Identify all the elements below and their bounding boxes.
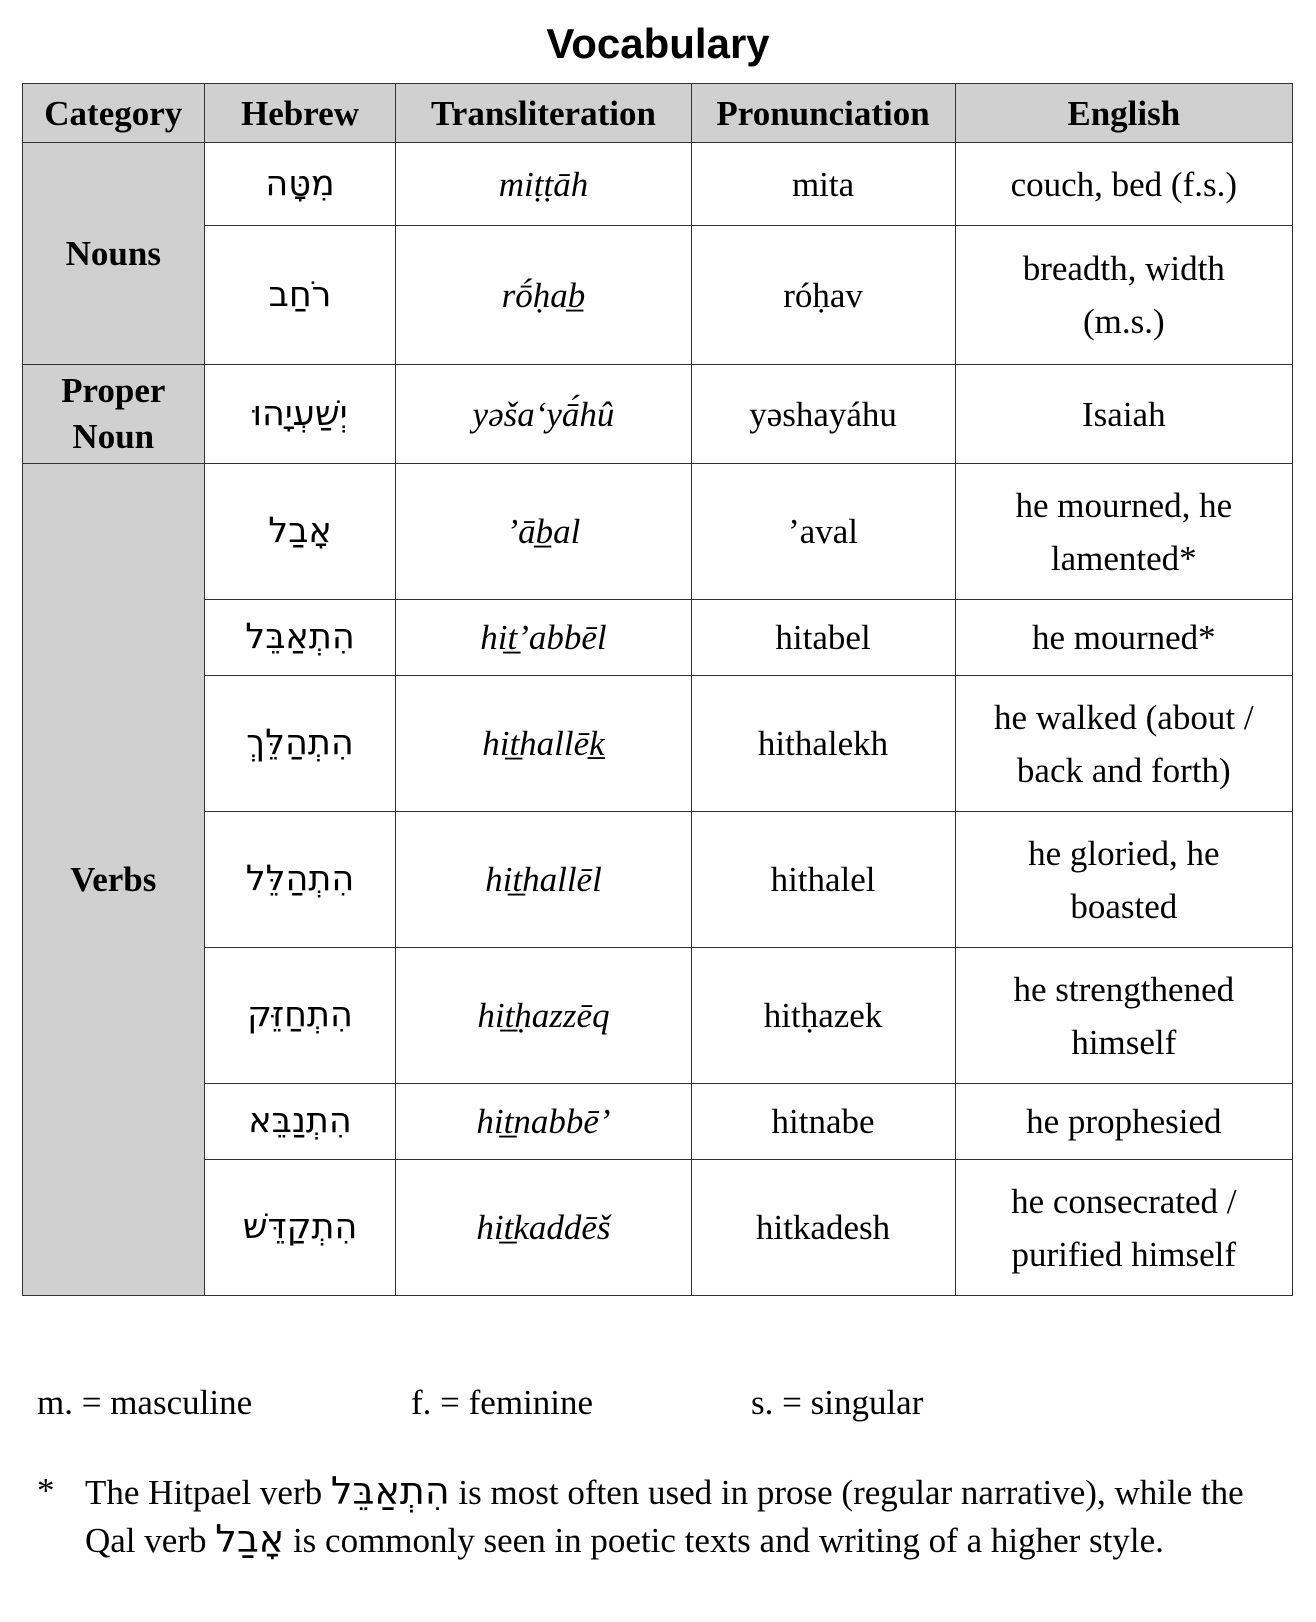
transliteration-cell: ’āb̲al	[396, 464, 691, 600]
header-row	[23, 84, 1293, 143]
english-cell: he prophesied	[955, 1084, 1292, 1160]
table-row	[23, 226, 1293, 365]
hebrew-cell: הִתְהַלֵּךְ	[204, 676, 396, 812]
footnote-hebrew-qal: אָבַל	[215, 1517, 285, 1561]
transliteration-cell: hit̲ḥazzēq	[396, 948, 691, 1084]
footnote-part2: is most often used in prose (regular narrative), while the Qal verb	[85, 1473, 1244, 1560]
pronunciation-cell: hitkadesh	[691, 1160, 955, 1296]
hebrew-cell: אָבַל	[204, 464, 396, 600]
abbrev-singular: s. = singular	[751, 1383, 924, 1422]
category-verbs: Verbs	[23, 464, 205, 1296]
vocabulary-table	[22, 83, 1293, 1296]
footnote-marker: *	[37, 1471, 55, 1510]
english-cell: he mourned*	[955, 600, 1292, 676]
footnote-hebrew-hitpael: הִתְאַבֵּל	[330, 1469, 450, 1513]
pronunciation-cell: róḥav	[691, 226, 955, 365]
transliteration-cell: miṭṭāh	[396, 143, 691, 226]
transliteration-cell: hit̲kaddēš	[396, 1160, 691, 1296]
pronunciation-cell: hitḥazek	[691, 948, 955, 1084]
hebrew-cell: יְשַׁעְיָהוּ	[204, 365, 396, 464]
table-row	[23, 365, 1293, 464]
pronunciation-cell: yəshayáhu	[691, 365, 955, 464]
header-english: English	[955, 84, 1292, 143]
header-transliteration: Transliteration	[396, 84, 691, 143]
table-row	[23, 1084, 1293, 1160]
pronunciation-cell: hithalel	[691, 812, 955, 948]
table-row	[23, 600, 1293, 676]
table-row	[23, 464, 1293, 600]
header-pronunciation: Pronunciation	[691, 84, 955, 143]
pronunciation-cell: hitnabe	[691, 1084, 955, 1160]
hebrew-cell: הִתְחַזֵּק	[204, 948, 396, 1084]
english-cell: he strengthened himself	[955, 948, 1292, 1084]
transliteration-cell: hit̲nabbē’	[396, 1084, 691, 1160]
category-proper-noun: Proper Noun	[23, 365, 205, 464]
table-row	[23, 812, 1293, 948]
transliteration-cell: rṓḥab̲	[396, 226, 691, 365]
pronunciation-cell: mita	[691, 143, 955, 226]
pronunciation-cell: hithalekh	[691, 676, 955, 812]
abbreviations	[37, 1380, 1287, 1430]
transliteration-cell: yəša‘yā́hû	[396, 365, 691, 464]
page-title: Vocabulary	[546, 20, 770, 67]
transliteration-cell: hit̲hallēl	[396, 812, 691, 948]
english-cell: he consecrated / purified himself	[955, 1160, 1292, 1296]
table-row	[23, 143, 1293, 226]
english-cell: he mourned, he lamented*	[955, 464, 1292, 600]
hebrew-cell: הִתְנַבֵּא	[204, 1084, 396, 1160]
footnote	[37, 1468, 1287, 1564]
hebrew-cell: רֹחַב	[204, 226, 396, 365]
pronunciation-cell: ’aval	[691, 464, 955, 600]
table-row	[23, 948, 1293, 1084]
hebrew-cell: הִתְאַבֵּל	[204, 600, 396, 676]
footnote-part1: The Hitpael verb	[85, 1473, 323, 1512]
english-cell: breadth, width (m.s.)	[955, 226, 1292, 365]
transliteration-cell: hit̲hallēk̲	[396, 676, 691, 812]
pronunciation-cell: hitabel	[691, 600, 955, 676]
table-row	[23, 1160, 1293, 1296]
header-category: Category	[23, 84, 205, 143]
header-hebrew: Hebrew	[204, 84, 396, 143]
hebrew-cell: הִתְקַדֵּשׁ	[204, 1160, 396, 1296]
english-cell: he gloried, he boasted	[955, 812, 1292, 948]
hebrew-cell: הִתְהַלֵּל	[204, 812, 396, 948]
abbrev-masculine: m. = masculine	[37, 1383, 253, 1422]
abbrev-feminine: f. = feminine	[411, 1383, 594, 1422]
category-nouns: Nouns	[23, 143, 205, 365]
table-row	[23, 676, 1293, 812]
hebrew-cell: מִטָּה	[204, 143, 396, 226]
footnote-text	[85, 1468, 1287, 1564]
transliteration-cell: hit̲’abbēl	[396, 600, 691, 676]
english-cell: Isaiah	[955, 365, 1292, 464]
footnote-part3: is commonly seen in poetic texts and writing of a higher style.	[292, 1521, 1164, 1560]
english-cell: he walked (about / back and forth)	[955, 676, 1292, 812]
english-cell: couch, bed (f.s.)	[955, 143, 1292, 226]
